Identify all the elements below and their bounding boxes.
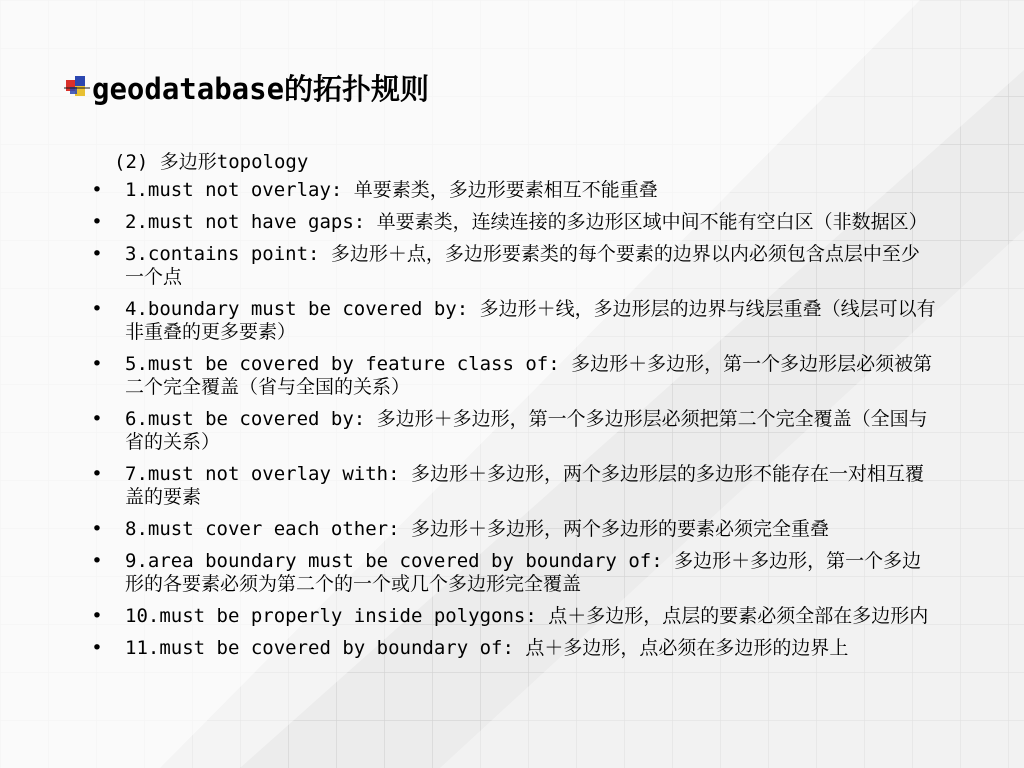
list-item-text: 9.area boundary must be covered by boundary of: 多边形＋多边形，第一个多边形的各要素必须为第二个的一个或几个多边形完全覆盖 (125, 550, 922, 595)
bullet-icon: • (91, 243, 103, 265)
list-item (88, 550, 938, 596)
bullet-icon: • (91, 211, 103, 233)
bullet-icon: • (91, 518, 103, 540)
slide-title-text: geodatabase的拓扑规则 (92, 71, 430, 106)
bullet-icon: • (91, 353, 103, 375)
bullet-icon: • (91, 463, 103, 485)
list-item (88, 353, 938, 399)
list-item-text: 4.boundary must be covered by: 多边形＋线，多边形层的边界与线层重叠（线层可以有非重叠的更多要素） (125, 298, 936, 343)
list-item-text: 11.must be covered by boundary of: 点＋多边形，点必须在多边形的边界上 (125, 637, 849, 659)
list-item (88, 518, 938, 541)
list-item (88, 243, 938, 289)
list-item (88, 211, 938, 234)
list-item-text: 6.must be covered by: 多边形＋多边形，第一个多边形层必须把第二个完全覆盖（全国与省的关系） (125, 408, 928, 453)
list-item-text: 8.must cover each other: 多边形＋多边形，两个多边形的要素必须完全重叠 (125, 518, 829, 540)
list-item-text: 7.must not overlay with: 多边形＋多边形，两个多边形层的多边形不能存在一对相互覆盖的要素 (125, 463, 924, 508)
list-item-text: 10.must be properly inside polygons: 点＋多边形，点层的要素必须全部在多边形内 (125, 605, 929, 627)
colored-squares-bullet-icon (64, 74, 90, 100)
list-item (88, 408, 938, 454)
bullet-icon: • (91, 298, 103, 320)
slide-title (64, 64, 429, 110)
list-item-text: 2.must not have gaps: 单要素类，连续连接的多边形区域中间不能有空白区（非数据区） (125, 211, 928, 233)
topology-rules-list (88, 179, 938, 660)
bullet-icon: • (91, 637, 103, 659)
list-item-text: 5.must be covered by feature class of: 多边形＋多边形，第一个多边形层必须被第二个完全覆盖（省与全国的关系） (125, 353, 933, 398)
bullet-icon: • (91, 550, 103, 572)
list-item (88, 637, 938, 660)
bullet-icon: • (91, 408, 103, 430)
list-item (88, 463, 938, 509)
list-item-text: 3.contains point: 多边形＋点，多边形要素类的每个要素的边界以内必须包含点层中至少一个点 (125, 243, 920, 288)
list-item (88, 605, 938, 628)
bullet-icon: • (91, 179, 103, 201)
bullet-icon: • (91, 605, 103, 627)
list-item-text: 1.must not overlay: 单要素类，多边形要素相互不能重叠 (125, 179, 658, 201)
slide-content (88, 148, 938, 669)
list-item (88, 298, 938, 344)
section-subheading: (2) 多边形topology (114, 151, 309, 173)
list-item (88, 179, 938, 202)
